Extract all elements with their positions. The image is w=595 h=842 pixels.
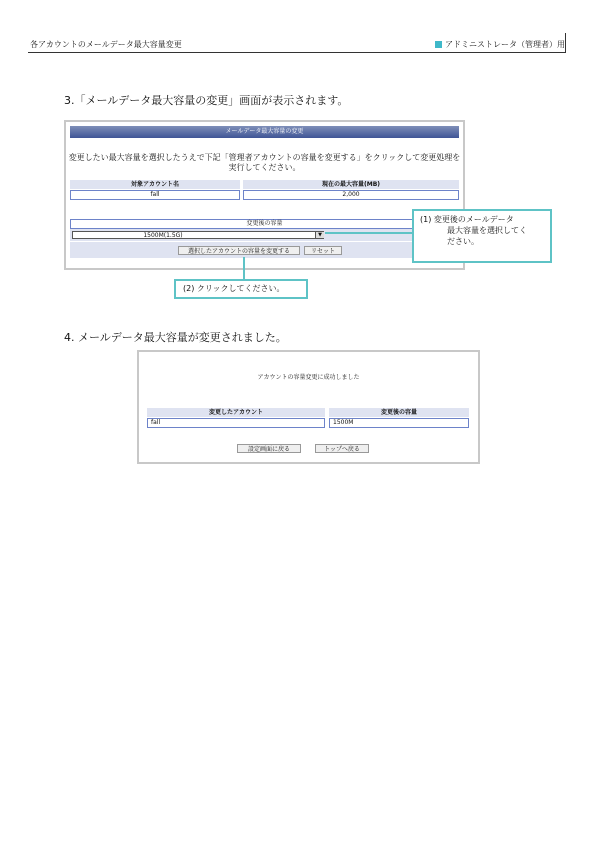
capacity-select[interactable] [72,231,324,239]
change-capacity-button[interactable]: 選択したアカウントの容量を変更する [178,246,300,255]
header-section-title: 各アカウントのメールデータ最大容量変更 [30,40,182,49]
capacity-select-value: 1500M(1.5G) [143,232,183,239]
capacity-change-screenshot [64,120,465,270]
column-header-changed-account: 変更したアカウント [147,408,325,417]
callout-1-line-3: ださい。 [447,237,479,246]
square-marker-icon [435,41,442,48]
button-row [70,242,459,258]
chevron-down-icon[interactable]: ▼ [315,232,324,238]
screen-description: 変更したい最大容量を選択したうえで下記「管理者アカウントの容量を変更する」をクリックして変更処理を実行してください。 [68,153,461,172]
column-header-account: 対象アカウント名 [70,180,240,189]
success-message: アカウントの容量変更に成功しました [257,374,360,381]
callout-2: (2) クリックしてください。 [174,279,308,299]
select-row [70,229,459,241]
back-to-top-button[interactable]: トップへ戻る [315,444,369,453]
callout-1-connector [325,232,413,234]
header-audience [435,39,565,50]
callout-1-line-2: 最大容量を選択してく [447,226,527,235]
header-rule [28,52,565,53]
step-3-text: 3.「メールデータ最大容量の変更」画面が表示されます。 [64,94,349,107]
back-to-settings-button[interactable]: 設定画面に戻る [237,444,301,453]
step-4-text: 4. メールデータ最大容量が変更されました。 [64,331,287,344]
new-capacity-label: 変更後の容量 [70,219,459,229]
screen-title-bar: メールデータ最大容量の変更 [70,126,459,138]
header-rule-tick [565,33,566,53]
header-audience-label: アドミニストレータ（管理者）用 [445,40,565,49]
column-header-current-capacity: 現在の最大容量(MB) [243,180,459,189]
column-header-new-capacity: 変更後の容量 [329,408,469,417]
cell-account-name: fall [70,190,240,200]
reset-button[interactable]: リセット [304,246,342,255]
cell-changed-account: fall [147,418,325,428]
cell-current-capacity: 2,000 [243,190,459,200]
callout-1 [412,209,552,263]
callout-2-connector [243,257,245,279]
callout-1-line-1: (1) 変更後のメールデータ [420,215,514,224]
capacity-result-screenshot [137,350,480,464]
cell-new-capacity: 1500M [329,418,469,428]
